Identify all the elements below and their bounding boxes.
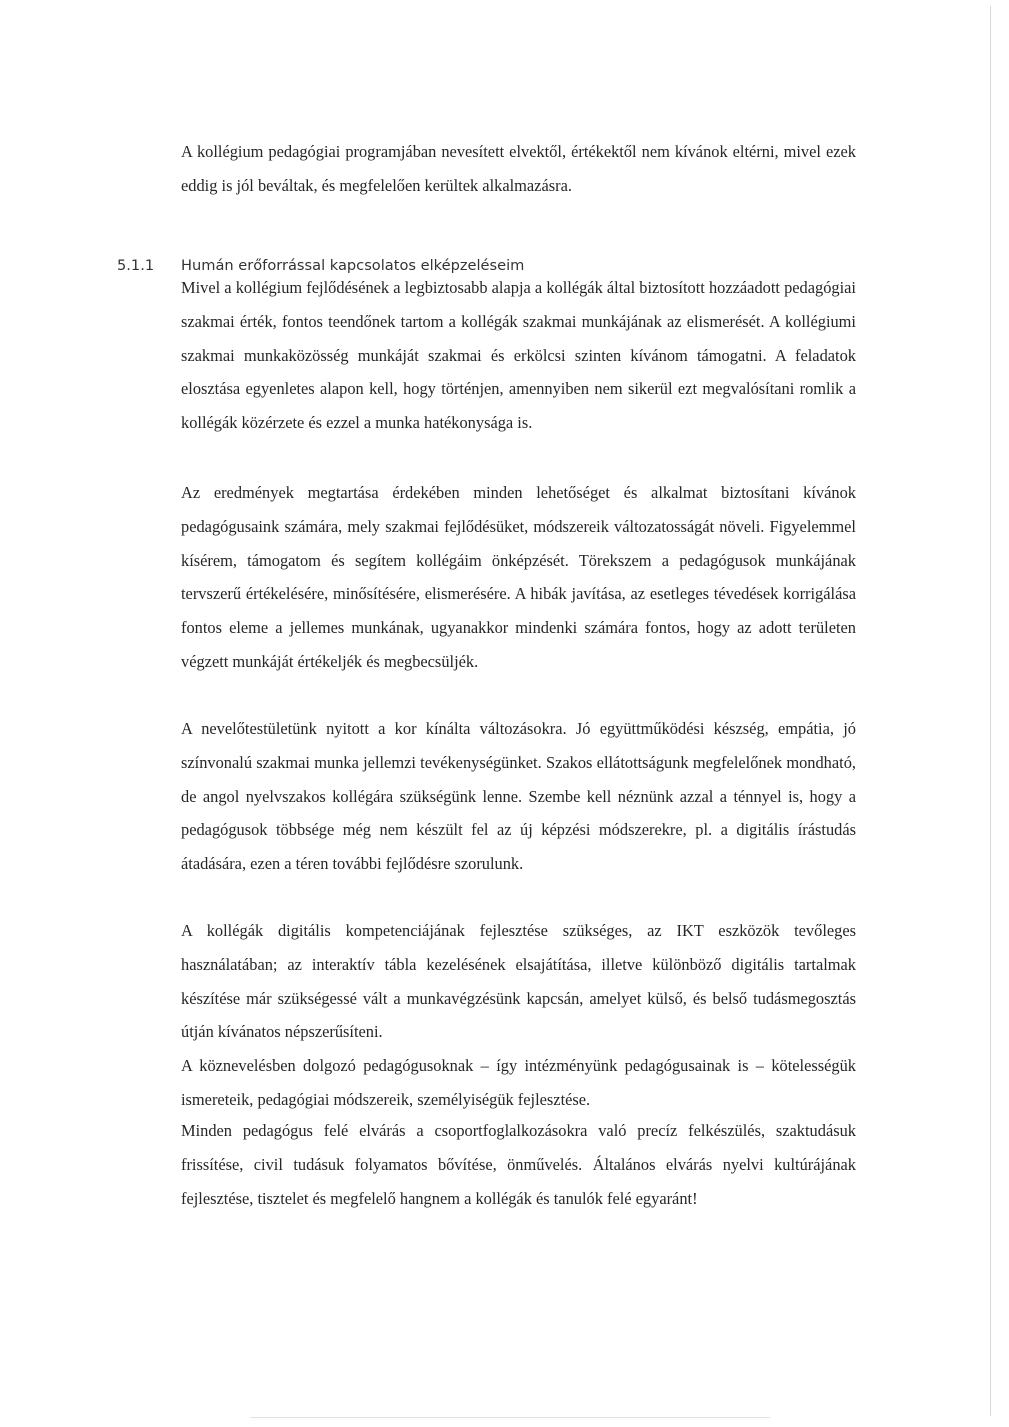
paragraph-3: A nevelőtestületünk nyitott a kor kínálta változásokra. Jó együttműködési készség, empátia, jó színvonalú szakmai munka jellemzi tevékenységünket. Szakos ellátottságunk megfelelőnek mondható, de angol nyelvszakos kollégára szükségünk lenne. Szembe kell néznünk azzal a ténnyel is, hogy a pedagógusok többsége még nem készült fel az új képzési módszerekre, pl. a digitális írástudás átadására, ezen a téren további fejlődésre szorulunk.	[181, 719, 856, 874]
section-number: 5.1.1	[117, 257, 155, 274]
paragraph-1: Mivel a kollégium fejlődésének a legbiztosabb alapja a kollégák által biztosított hozzáadott pedagógiai szakmai érték, fontos teendőnek tartom a kollégák szakmai munkájának az elismerését. A kollégiumi szakmai munkaközösség munkáját szakmai és erkölcsi szinten kívánom támogatni. A feladatok elosztása egyenletes alapon kell, hogy történjen, amennyiben nem sikerül ezt megvalósítani romlik a kollégák közérzete és ezzel a munka hatékonysága is.	[181, 278, 856, 433]
section-title: Humán erőforrással kapcsolatos elképzeléseim	[181, 257, 525, 274]
paragraph-6: Minden pedagógus felé elvárás a csoportfoglalkozásokra való precíz felkészülés, szaktudásuk frissítése, civil tudásuk folyamatos bővítése, önművelés. Általános elvárás nyelvi kultúrájának fejlesztése, tisztelet és megfelelő hangnem a kollégák és tanulók felé egyaránt!	[181, 1121, 856, 1208]
paragraph-2: Az eredmények megtartása érdekében minden lehetőséget és alkalmat biztosítani kívánok pedagógusaink számára, mely szakmai fejlődésüket, módszereik változatosságát növeli. Figyelemmel kísérem, támogatom és segítem kollégáim önképzését. Törekszem a pedagógusok munkájának tervszerű értékelésére, minősítésére, elismerésére. A hibák javítása, az esetleges tévedések korrigálása fontos eleme a jellemes munkának, ugyanakkor mindenki számára fontos, hogy az adott területen végzett munkáját értékeljék és megbecsüljék.	[181, 483, 856, 671]
scan-edge-bottom	[250, 1417, 770, 1418]
scan-edge-right	[990, 6, 991, 1416]
intro-paragraph: A kollégium pedagógiai programjában nevesített elvektől, értékektől nem kívánok eltérni, mivel ezek eddig is jól beváltak, és megfelelően kerültek alkalmazásra.	[181, 142, 856, 195]
paragraph-5: A köznevelésben dolgozó pedagógusoknak – így intézményünk pedagógusainak is – kötelességük ismereteik, pedagógiai módszereik, személyiségük fejlesztése.	[181, 1056, 856, 1109]
paragraph-4: A kollégák digitális kompetenciájának fejlesztése szükséges, az IKT eszközök tevőleges használatában; az interaktív tábla kezelésének elsajátítása, illetve különböző digitális tartalmak készítése már szükségessé vált a munkavégzésünk kapcsán, amelyet külső, és belső tudásmegosztás útján kívánatos népszerűsíteni.	[181, 921, 856, 1042]
